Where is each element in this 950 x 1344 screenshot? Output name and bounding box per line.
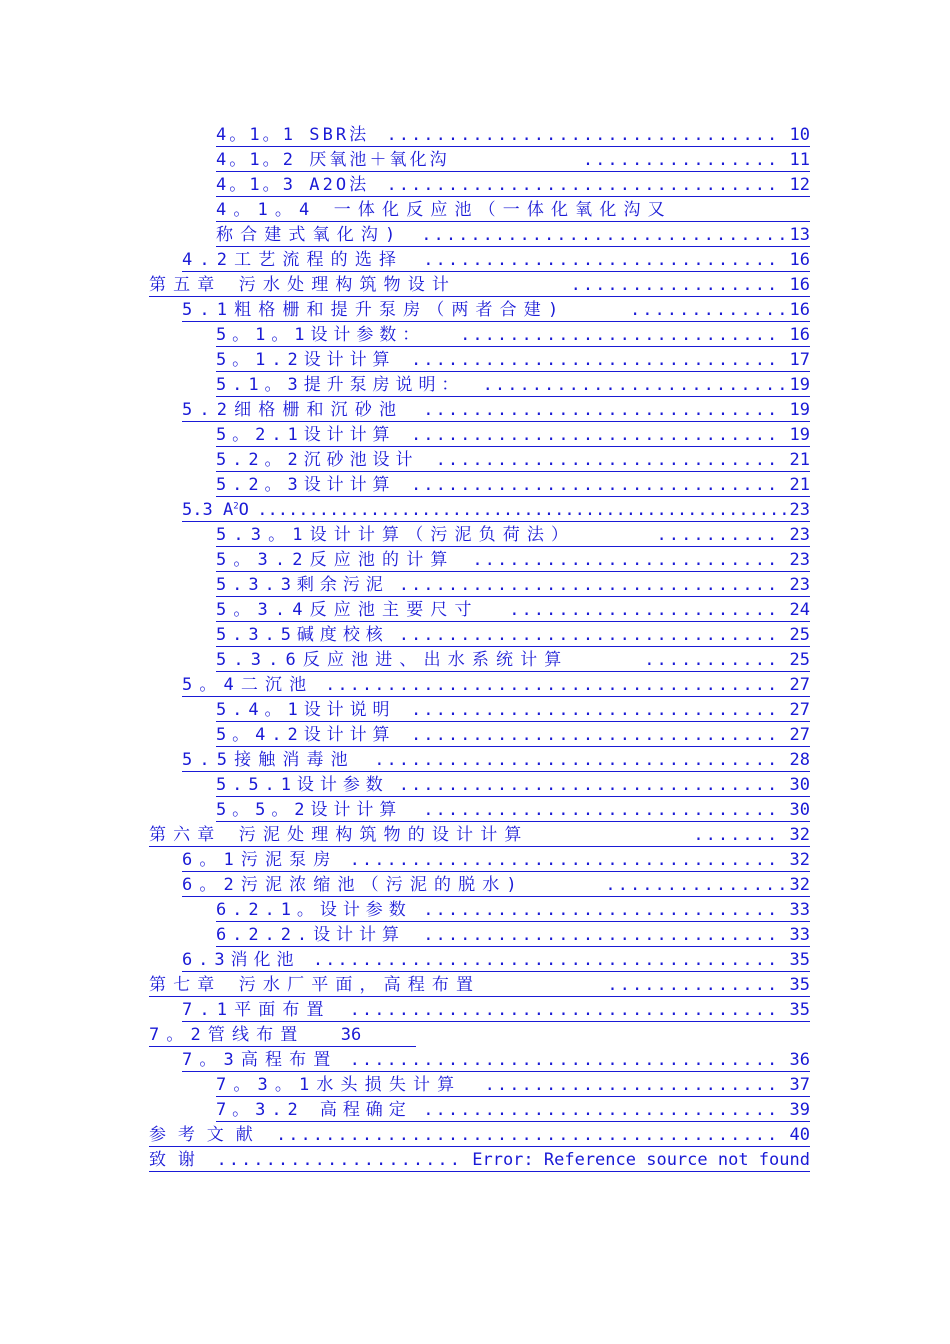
toc-entry-5-3-4[interactable] — [216, 599, 810, 622]
toc-entry-4-2[interactable] — [182, 249, 810, 272]
toc-page-number: 37 — [789, 1075, 810, 1095]
toc-page-number: 11 — [789, 150, 810, 170]
toc-page-number: 19 — [789, 375, 810, 395]
toc-entry-6-2-2[interactable] — [216, 924, 810, 947]
toc-page-number: 24 — [789, 600, 810, 620]
toc-page-number: 39 — [789, 1100, 810, 1120]
toc-page-number: 19 — [789, 400, 810, 420]
toc-page-number: 23 — [789, 525, 810, 545]
toc-entry-acknowledgements[interactable] — [149, 1149, 810, 1172]
toc-leader: ........... — [644, 650, 780, 670]
toc-page-number: 33 — [789, 900, 810, 920]
toc-entry-superscript: 2 — [233, 501, 239, 512]
toc-leader: .................................................... — [257, 500, 790, 520]
toc-entry-5-1[interactable] — [182, 299, 810, 322]
toc-entry-title: 4。1。1 SBR法 — [216, 125, 370, 145]
toc-entry-5-3[interactable] — [182, 499, 810, 522]
toc-entry-title: 7.1平面布置 — [182, 1000, 331, 1020]
toc-entry-5-4[interactable] — [182, 674, 810, 697]
toc-page-number: 33 — [789, 925, 810, 945]
toc-entry-5-4-1[interactable] — [216, 699, 810, 722]
toc-entry-title: 第七章 污水厂平面，高程布置 — [149, 975, 481, 995]
toc-page-number: 32 — [789, 825, 810, 845]
toc-page-number: 32 — [789, 875, 810, 895]
toc-leader: ............................... — [398, 775, 780, 795]
toc-entry-5-1-2[interactable] — [216, 349, 810, 372]
toc-page-number: 27 — [789, 700, 810, 720]
toc-leader: ......................................... — [275, 1125, 780, 1145]
toc-entry-title: 7。2管线布置 — [149, 1025, 305, 1045]
toc-leader: ..................................... — [325, 675, 780, 695]
toc-entry-7-3-1[interactable] — [216, 1074, 810, 1097]
toc-entry-references[interactable] — [149, 1124, 810, 1147]
toc-leader: ................ — [582, 150, 780, 170]
toc-page-number: 21 — [789, 475, 810, 495]
toc-entry-title: 5.1粗格栅和提升泵房（两者合建) — [182, 300, 566, 320]
toc-entry-title-suffix: O — [238, 500, 249, 520]
toc-entry-5-5-1[interactable] — [216, 774, 810, 797]
toc-leader: .............. — [607, 975, 780, 995]
toc-entry-title: 5。2.1设计计算 — [216, 425, 396, 445]
toc-entry-5-2[interactable] — [182, 399, 810, 422]
toc-leader: ............................. — [423, 250, 780, 270]
toc-leader: .............................. — [421, 225, 790, 245]
toc-entry-title: 5。1.2设计计算 — [216, 350, 396, 370]
toc-page-number: 10 — [789, 125, 810, 145]
toc-entry-5-5[interactable] — [182, 749, 810, 772]
toc-entry-title: 参考文献 — [149, 1125, 265, 1145]
toc-entry-title: 7。3高程布置 — [182, 1050, 338, 1070]
toc-entry-4-1-4-line2[interactable] — [216, 224, 810, 247]
toc-entry-5-4-2[interactable] — [216, 724, 810, 747]
toc-entry-title: 5。4.2设计计算 — [216, 725, 396, 745]
toc-page-number: 13 — [789, 225, 810, 245]
toc-page-number: 40 — [789, 1125, 810, 1145]
toc-entry-title: 6。1污泥泵房 — [182, 850, 338, 870]
toc-entry-chapter-5[interactable] — [149, 274, 810, 297]
toc-entry-title: 5.3.3剩余污泥 — [216, 575, 389, 595]
toc-entry-title: 6。2污泥浓缩池（污泥的脱水) — [182, 875, 524, 895]
toc-leader: ............. — [629, 300, 790, 320]
toc-entry-chapter-6[interactable] — [149, 824, 810, 847]
toc-entry-title: 5.1。3提升泵房说明： — [216, 375, 465, 395]
toc-page-number: Error: Reference source not found — [472, 1150, 810, 1170]
toc-page-number: 17 — [789, 350, 810, 370]
toc-entry-title: 5.2。2沉砂池设计 — [216, 450, 419, 470]
toc-entry-title: 4。1。3 A2O法 — [216, 175, 370, 195]
toc-leader: ............................. — [423, 400, 780, 420]
toc-entry-title: 5。4二沉池 — [182, 675, 314, 695]
toc-entry-title: 5。3.2反应池的计算 — [216, 550, 455, 570]
toc-entry-title: 5。5。2设计计算 — [216, 800, 403, 820]
toc-leader: ................................. — [374, 750, 780, 770]
toc-page-number: 23 — [789, 575, 810, 595]
toc-leader: ................. — [570, 275, 780, 295]
toc-entry-title: 第六章 污泥处理构筑物的设计计算 — [149, 825, 529, 845]
toc-page-number: 35 — [789, 975, 810, 995]
toc-page-number: 25 — [789, 625, 810, 645]
toc-entry-title: 6.3消化池 — [182, 950, 300, 970]
toc-entry-4-1-3[interactable] — [216, 174, 810, 197]
toc-leader: .............................. — [411, 350, 780, 370]
toc-leader: ......................... — [482, 375, 790, 395]
toc-entry-6-3[interactable] — [182, 949, 810, 972]
toc-leader: .............................. — [411, 475, 780, 495]
toc-page-number: 36 — [340, 1025, 362, 1045]
toc-page-number: 16 — [789, 250, 810, 270]
toc-entry-4-1-4-line1[interactable] — [216, 199, 810, 222]
toc-entry-7-3[interactable] — [182, 1049, 810, 1072]
toc-entry-title: 5.3 A — [182, 500, 234, 520]
toc-entry-4-1-1[interactable] — [216, 124, 810, 147]
toc-entry-title: 5.3.6反应池进、出水系统计算 — [216, 650, 569, 670]
toc-leader: ............................... — [398, 625, 780, 645]
toc-leader: ............................... — [398, 575, 780, 595]
toc-leader: .......... — [656, 525, 780, 545]
toc-page-number: 30 — [789, 800, 810, 820]
toc-leader: ...................................... — [312, 950, 780, 970]
toc-leader: ............................. — [423, 925, 780, 945]
toc-entry-title: 5.2。3设计计算 — [216, 475, 396, 495]
toc-entry-title: 致谢 — [149, 1150, 207, 1170]
toc-entry-title: 5。1。1设计参数： — [216, 325, 426, 345]
toc-page-number: 32 — [789, 850, 810, 870]
toc-entry-6-2[interactable] — [182, 874, 810, 897]
toc-entry-title: 5.3。1设计计算（污泥负荷法） — [216, 525, 576, 545]
toc-entry-title: 5.3.5碱度校核 — [216, 625, 389, 645]
toc-entry-7-2[interactable] — [149, 1024, 416, 1047]
toc-page-number: 16 — [789, 325, 810, 345]
toc-entry-5-2-3[interactable] — [216, 474, 810, 497]
toc-leader: .............................. — [411, 700, 780, 720]
toc-page-number: 35 — [789, 1000, 810, 1020]
toc-page-number: 19 — [789, 425, 810, 445]
toc-leader: ....... — [693, 825, 780, 845]
toc-leader: .............................. — [411, 725, 780, 745]
toc-entry-5-3-2[interactable] — [216, 549, 810, 572]
toc-entry-5-1-1[interactable] — [216, 324, 810, 347]
toc-entry-title: 称合建式氧化沟) — [216, 225, 403, 245]
toc-entry-title: 4。1。4 一体化反应池（一体化氧化沟又 — [216, 200, 672, 220]
toc-entry-5-1-3[interactable] — [216, 374, 810, 397]
toc-page-number: 35 — [789, 950, 810, 970]
toc-leader: ................................ — [386, 125, 780, 145]
toc-leader: ................................... — [349, 1050, 780, 1070]
toc-leader: ........................ — [484, 1075, 780, 1095]
toc-entry-title: 5.5.1设计参数 — [216, 775, 389, 795]
toc-entry-7-1[interactable] — [182, 999, 810, 1022]
toc-entry-5-3-3[interactable] — [216, 574, 810, 597]
toc-entry-5-2-1[interactable] — [216, 424, 810, 447]
toc-entry-title: 5.2细格栅和沉砂池 — [182, 400, 404, 420]
toc-page-number: 16 — [789, 300, 810, 320]
toc-page-number: 27 — [789, 675, 810, 695]
toc-entry-5-2-2[interactable] — [216, 449, 810, 472]
toc-entry-5-3-5[interactable] — [216, 624, 810, 647]
toc-entry-title: 4。1。2 厌氧池＋氧化沟 — [216, 150, 450, 170]
toc-leader: ............................. — [423, 800, 780, 820]
toc-page-number: 12 — [789, 175, 810, 195]
toc-leader: ......................... — [472, 550, 780, 570]
toc-leader: ................................... — [349, 1000, 780, 1020]
toc-entry-title: 5.4。1设计说明 — [216, 700, 396, 720]
toc-entry-6-1[interactable] — [182, 849, 810, 872]
toc-page-number: 23 — [789, 500, 810, 520]
toc-leader: .................... — [216, 1150, 462, 1170]
toc-entry-6-2-1[interactable] — [216, 899, 810, 922]
toc-entry-title: 6.2.2.设计计算 — [216, 925, 405, 945]
toc-entry-title: 5。3.4反应池主要尺寸 — [216, 600, 479, 620]
toc-leader: ............................. — [423, 1100, 780, 1120]
toc-page-number: 16 — [789, 275, 810, 295]
toc-entry-5-3-6[interactable] — [216, 649, 810, 672]
toc-page-number: 25 — [789, 650, 810, 670]
toc-entry-title: 5.5接触消毒池 — [182, 750, 355, 770]
toc-entry-title: 7。3。1水头损失计算 — [216, 1075, 462, 1095]
toc-page-number: 23 — [789, 550, 810, 570]
toc-page-number: 28 — [789, 750, 810, 770]
toc-leader: ............... — [605, 875, 790, 895]
toc-page-number: 36 — [789, 1050, 810, 1070]
toc-leader: ...................... — [509, 600, 780, 620]
toc-entry-7-3-2[interactable] — [216, 1099, 810, 1122]
toc-entry-title: 4.2工艺流程的选择 — [182, 250, 404, 270]
toc-page-number: 27 — [789, 725, 810, 745]
toc-entry-title: 第五章 污水处理构筑物设计 — [149, 275, 457, 295]
toc-leader: .............................. — [411, 425, 780, 445]
toc-page-number: 21 — [789, 450, 810, 470]
toc-leader: ............................ — [435, 450, 780, 470]
toc-leader: ............................. — [423, 900, 780, 920]
toc-entry-title: 7。3.2 高程确定 — [216, 1100, 412, 1120]
toc-entry-5-5-2[interactable] — [216, 799, 810, 822]
toc-leader: ................................ — [386, 175, 780, 195]
toc-page-number: 30 — [789, 775, 810, 795]
toc-leader: .......................... — [460, 325, 780, 345]
toc-leader: ................................... — [349, 850, 780, 870]
toc-entry-4-1-2[interactable] — [216, 149, 810, 172]
toc-entry-chapter-7[interactable] — [149, 974, 810, 997]
toc-entry-title: 6.2.1。设计参数 — [216, 900, 412, 920]
toc-entry-5-3-1[interactable] — [216, 524, 810, 547]
